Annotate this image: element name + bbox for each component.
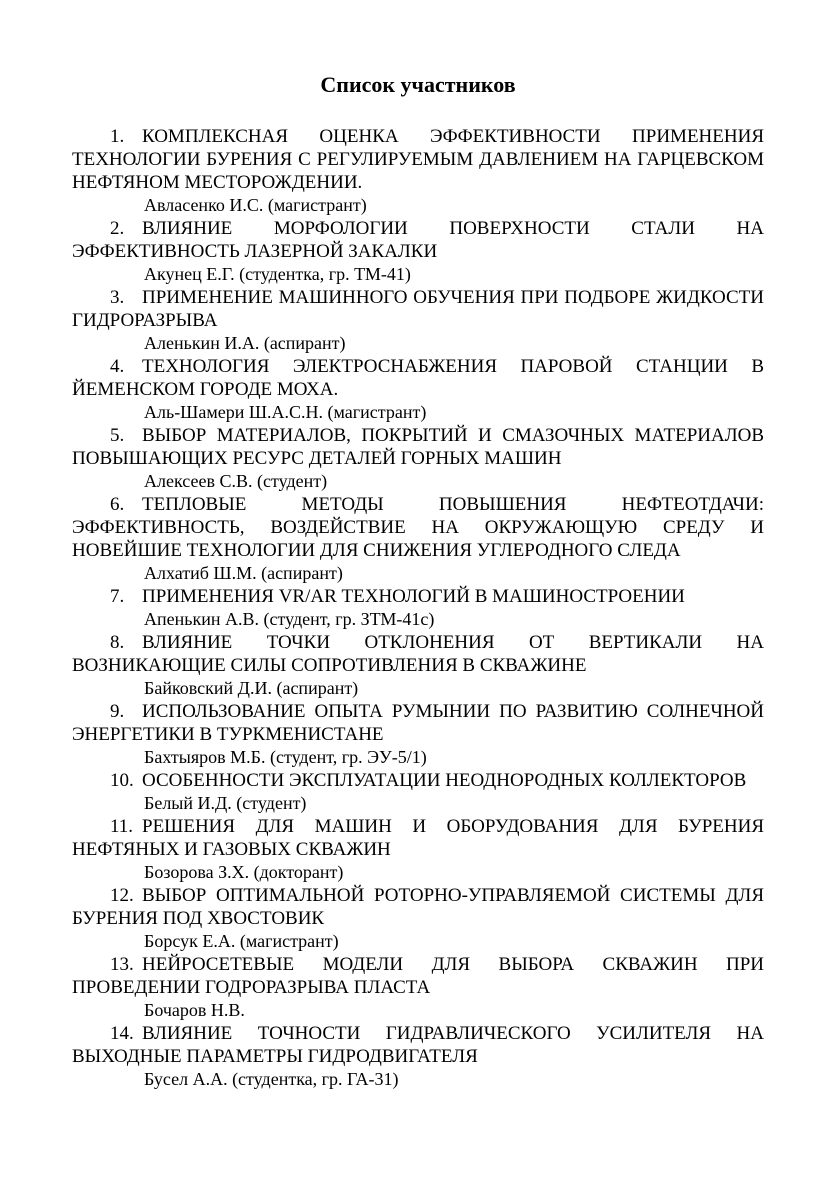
entry-topic-text: ВЫБОР ОПТИМАЛЬНОЙ РОТОРНО-УПРАВЛЯЕМОЙ СИСТЕМЫ ДЛЯ БУРЕНИЯ ПОД ХВОСТОВИК bbox=[72, 885, 764, 929]
entry-topic bbox=[72, 815, 764, 861]
entry-number: 2. bbox=[110, 218, 125, 239]
entry-author: Акунец Е.Г. (студентка, гр. ТМ-41) bbox=[144, 264, 411, 284]
entry-topic-text: КОМПЛЕКСНАЯ ОЦЕНКА ЭФФЕКТИВНОСТИ ПРИМЕНЕНИЯ ТЕХНОЛОГИИ БУРЕНИЯ С РЕГУЛИРУЕМЫМ ДАВЛЕНИЕМ НА ГАРЦЕВСКОМ НЕФТЯНОМ МЕСТОРОЖДЕНИИ. bbox=[72, 126, 764, 193]
entry-topic-text: ВЛИЯНИЕ ТОЧНОСТИ ГИДРАВЛИЧЕСКОГО УСИЛИТЕЛЯ НА ВЫХОДНЫЕ ПАРАМЕТРЫ ГИДРОДВИГАТЕЛЯ bbox=[72, 1023, 764, 1067]
list-item bbox=[72, 884, 764, 953]
entry-author: Бозорова З.Х. (докторант) bbox=[144, 862, 344, 882]
entry-number: 5. bbox=[110, 425, 125, 446]
entry-number: 10. bbox=[110, 770, 134, 791]
entry-number: 4. bbox=[110, 356, 125, 377]
list-item bbox=[72, 125, 764, 217]
entry-topic bbox=[72, 493, 764, 562]
entry-topic bbox=[72, 631, 764, 677]
entry-topic bbox=[72, 585, 764, 608]
entry-topic bbox=[72, 700, 764, 746]
list-item bbox=[72, 769, 764, 815]
entry-topic bbox=[72, 884, 764, 930]
entry-topic-text: НЕЙРОСЕТЕВЫЕ МОДЕЛИ ДЛЯ ВЫБОРА СКВАЖИН ПРИ ПРОВЕДЕНИИ ГОДРОРАЗРЫВА ПЛАСТА bbox=[72, 954, 764, 998]
entry-author: Авласенко И.С. (магистрант) bbox=[144, 195, 367, 215]
entry-topic-text: ТЕХНОЛОГИЯ ЭЛЕКТРОСНАБЖЕНИЯ ПАРОВОЙ СТАНЦИИ В ЙЕМЕНСКОМ ГОРОДЕ МОХА. bbox=[72, 356, 764, 400]
entry-topic bbox=[72, 125, 764, 194]
entry-topic-text: РЕШЕНИЯ ДЛЯ МАШИН И ОБОРУДОВАНИЯ ДЛЯ БУРЕНИЯ НЕФТЯНЫХ И ГАЗОВЫХ СКВАЖИН bbox=[72, 816, 764, 860]
entry-author: Алексеев С.В. (студент) bbox=[144, 471, 328, 491]
entry-number: 9. bbox=[110, 701, 125, 722]
list-item bbox=[72, 631, 764, 700]
entry-author: Белый И.Д. (студент) bbox=[144, 793, 307, 813]
entry-author: Апенькин А.В. (студент, гр. ЗТМ-41с) bbox=[144, 609, 435, 629]
entry-number: 12. bbox=[110, 885, 134, 906]
entry-author: Байковский Д.И. (аспирант) bbox=[144, 678, 359, 698]
entry-author: Бочаров Н.В. bbox=[144, 1000, 245, 1020]
list-item bbox=[72, 585, 764, 631]
list-item bbox=[72, 355, 764, 424]
list-item bbox=[72, 1022, 764, 1091]
list-item bbox=[72, 815, 764, 884]
entry-topic bbox=[72, 953, 764, 999]
entry-topic bbox=[72, 217, 764, 263]
entry-number: 13. bbox=[110, 954, 134, 975]
entry-number: 6. bbox=[110, 494, 125, 515]
entry-topic-text: ВЛИЯНИЕ МОРФОЛОГИИ ПОВЕРХНОСТИ СТАЛИ НА ЭФФЕКТИВНОСТЬ ЛАЗЕРНОЙ ЗАКАЛКИ bbox=[72, 218, 764, 262]
entry-topic bbox=[72, 286, 764, 332]
entry-topic-text: ТЕПЛОВЫЕ МЕТОДЫ ПОВЫШЕНИЯ НЕФТЕОТДАЧИ: ЭФФЕКТИВНОСТЬ, ВОЗДЕЙСТВИЕ НА ОКРУЖАЮЩУЮ СРЕДУ И НОВЕЙШИЕ ТЕХНОЛОГИИ ДЛЯ СНИЖЕНИЯ УГЛЕРОДНОГО СЛЕДА bbox=[72, 494, 764, 561]
entry-number: 11. bbox=[110, 816, 134, 837]
entry-author: Аль-Шамери Ш.А.С.Н. (магистрант) bbox=[144, 402, 427, 422]
entry-author: Борсук Е.А. (магистрант) bbox=[144, 931, 339, 951]
list-item bbox=[72, 700, 764, 769]
page-title: Список участников bbox=[320, 72, 516, 97]
list-item bbox=[72, 493, 764, 585]
entry-topic bbox=[72, 424, 764, 470]
entry-topic-text: ВЫБОР МАТЕРИАЛОВ, ПОКРЫТИЙ И СМАЗОЧНЫХ МАТЕРИАЛОВ ПОВЫШАЮЩИХ РЕСУРС ДЕТАЛЕЙ ГОРНЫХ МАШИН bbox=[72, 425, 764, 469]
entry-number: 8. bbox=[110, 632, 125, 653]
participants-list bbox=[72, 125, 764, 1091]
entry-topic bbox=[72, 355, 764, 401]
entry-number: 14. bbox=[110, 1023, 134, 1044]
entry-topic-text: ИСПОЛЬЗОВАНИЕ ОПЫТА РУМЫНИИ ПО РАЗВИТИЮ СОЛНЕЧНОЙ ЭНЕРГЕТИКИ В ТУРКМЕНИСТАНЕ bbox=[72, 701, 764, 745]
list-item bbox=[72, 217, 764, 286]
entry-topic bbox=[72, 1022, 764, 1068]
entry-topic-text: ВЛИЯНИЕ ТОЧКИ ОТКЛОНЕНИЯ ОТ ВЕРТИКАЛИ НА ВОЗНИКАЮЩИЕ СИЛЫ СОПРОТИВЛЕНИЯ В СКВАЖИНЕ bbox=[72, 632, 764, 676]
entry-topic-text: ОСОБЕННОСТИ ЭКСПЛУАТАЦИИ НЕОДНОРОДНЫХ КОЛЛЕКТОРОВ bbox=[142, 770, 747, 791]
list-item bbox=[72, 424, 764, 493]
entry-author: Алхатиб Ш.М. (аспирант) bbox=[144, 563, 343, 583]
entry-number: 1. bbox=[110, 126, 125, 147]
entry-topic-text: ПРИМЕНЕНИЕ МАШИННОГО ОБУЧЕНИЯ ПРИ ПОДБОРЕ ЖИДКОСТИ ГИДРОРАЗРЫВА bbox=[72, 287, 764, 331]
entry-topic bbox=[72, 769, 764, 792]
entry-number: 7. bbox=[110, 586, 125, 607]
entry-topic-text: ПРИМЕНЕНИЯ VR/AR ТЕХНОЛОГИЙ В МАШИНОСТРОЕНИИ bbox=[142, 586, 685, 607]
entry-author: Бахтыяров М.Б. (студент, гр. ЭУ-5/1) bbox=[144, 747, 427, 767]
entry-author: Бусел А.А. (студентка, гр. ГА-31) bbox=[144, 1069, 399, 1089]
list-item bbox=[72, 953, 764, 1022]
list-item bbox=[72, 286, 764, 355]
entry-author: Аленькин И.А. (аспирант) bbox=[144, 333, 346, 353]
entry-number: 3. bbox=[110, 287, 125, 308]
